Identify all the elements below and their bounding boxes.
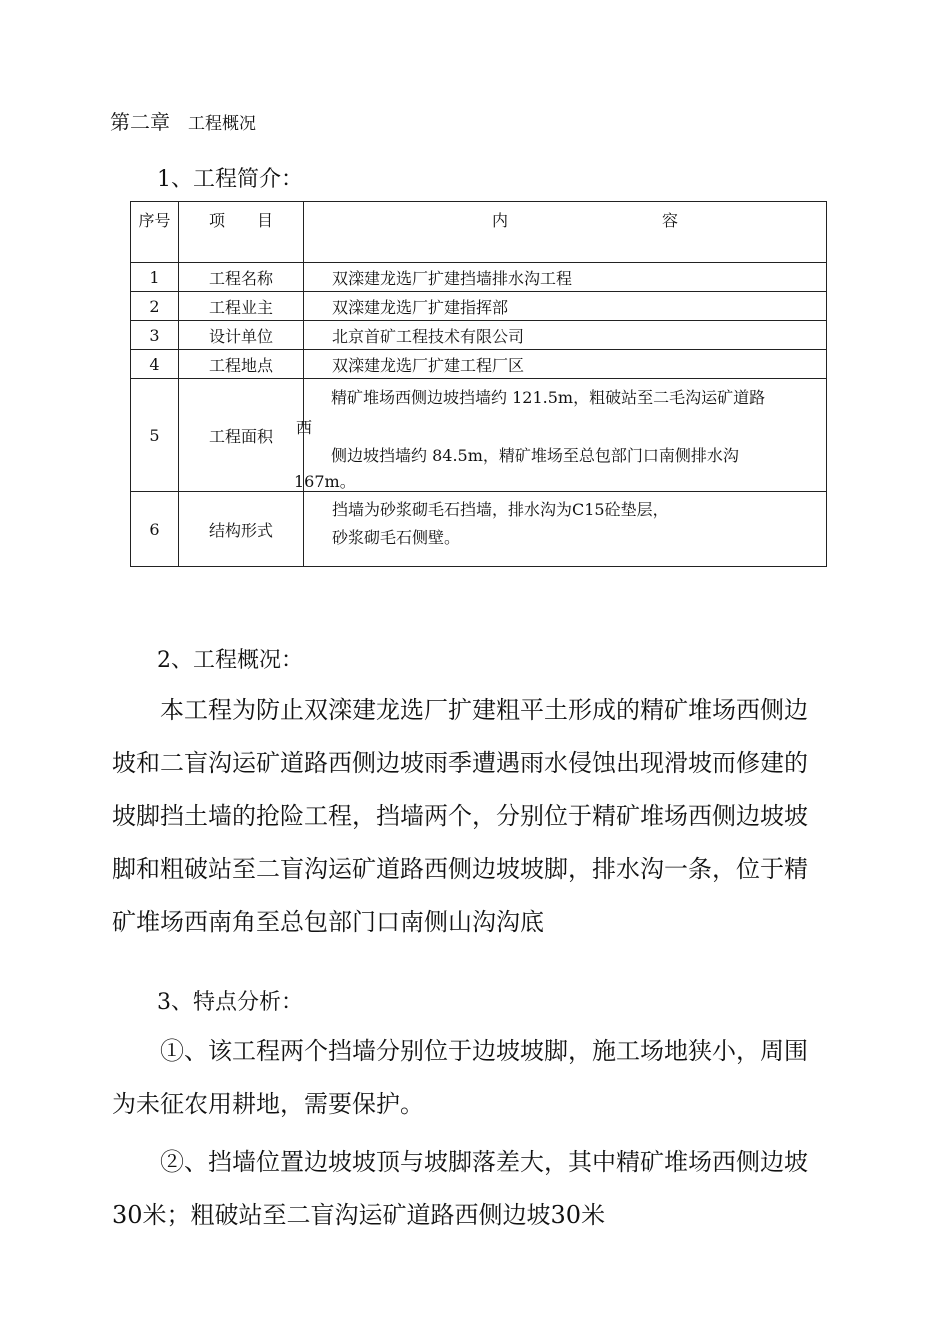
section2-heading: 2、工程概况： — [157, 648, 303, 673]
row-no: 6 — [131, 492, 179, 567]
row-no: 3 — [131, 321, 179, 350]
row-item: 工程名称 — [179, 263, 304, 292]
row-item: 工程地点 — [179, 350, 304, 379]
row-item: 工程面积 — [179, 379, 304, 492]
section1-heading: 1、工程简介： — [157, 167, 303, 192]
point-line: 为未征农用耕地，需要保护。 — [112, 1090, 424, 1118]
header-content-b: 容 — [661, 211, 678, 230]
table-row-structure — [131, 492, 827, 567]
header-item: 项 目 — [179, 202, 304, 263]
project-info-table — [130, 201, 827, 567]
area-line-1: 精矿堆场西侧边坡挡墙约 121.5m，粗破站至二毛沟运矿道路 — [331, 388, 766, 407]
row-content: 双滦建龙选厂扩建指挥部 — [304, 292, 827, 321]
paragraph-line: 矿堆场西南角至总包部门口南侧山沟沟底 — [112, 908, 544, 936]
table-row — [131, 263, 827, 292]
area-line-3: 167m。 — [294, 472, 356, 491]
table-row-area — [131, 379, 827, 492]
paragraph-line: 坡和二盲沟运矿道路西侧边坡雨季遭遇雨水侵蚀出现滑坡而修建的 — [112, 749, 808, 777]
table-row — [131, 292, 827, 321]
row-item: 设计单位 — [179, 321, 304, 350]
paragraph-line: 本工程为防止双滦建龙选厂扩建粗平土形成的精矿堆场西侧边 — [160, 696, 808, 724]
row-no: 5 — [131, 379, 179, 492]
feature-point-2 — [112, 1136, 872, 1242]
header-content-a: 内 — [492, 211, 509, 230]
row-content: 北京首矿工程技术有限公司 — [304, 321, 827, 350]
overview-paragraph — [112, 684, 872, 949]
structure-line-2: 砂浆砌毛石侧壁。 — [332, 528, 461, 547]
row-content: 双滦建龙选厂扩建工程厂区 — [304, 350, 827, 379]
row-content: 双滦建龙选厂扩建挡墙排水沟工程 — [304, 263, 827, 292]
paragraph-line: 脚和粗破站至二盲沟运矿道路西侧边坡坡脚，排水沟一条，位于精 — [112, 855, 808, 883]
point-line: ①、该工程两个挡墙分别位于边坡坡脚，施工场地狭小，周围 — [160, 1037, 808, 1065]
header-content — [304, 202, 827, 263]
header-no: 序号 — [131, 202, 179, 263]
table-header-row — [131, 202, 827, 263]
row-item: 工程业主 — [179, 292, 304, 321]
row-content-area — [294, 379, 827, 492]
chapter-title — [110, 106, 256, 135]
point-line: ②、挡墙位置边坡坡顶与坡脚落差大，其中精矿堆场西侧边坡 — [160, 1148, 808, 1176]
row-no: 2 — [131, 292, 179, 321]
row-content-structure — [304, 492, 827, 567]
table-row — [131, 350, 827, 379]
chapter-number: 第二章 — [110, 110, 170, 134]
structure-line-1: 挡墙为砂浆砌毛石挡墙，排水沟为C15砼垫层， — [332, 500, 669, 519]
table-row — [131, 321, 827, 350]
feature-point-1 — [112, 1025, 872, 1131]
chapter-subtitle: 工程概况 — [188, 114, 256, 134]
row-item: 结构形式 — [179, 492, 304, 567]
paragraph-line: 坡脚挡土墙的抢险工程，挡墙两个，分别位于精矿堆场西侧边坡坡 — [112, 802, 808, 830]
section3-heading: 3、特点分析： — [157, 990, 303, 1015]
row-no: 4 — [131, 350, 179, 379]
point-line: 30米；粗破站至二盲沟运矿道路西侧边坡30米 — [112, 1201, 606, 1229]
area-wrap-char: 西 — [296, 418, 313, 437]
row-no: 1 — [131, 263, 179, 292]
area-line-2: 侧边坡挡墙约 84.5m，精矿堆场至总包部门口南侧排水沟 — [331, 446, 739, 465]
